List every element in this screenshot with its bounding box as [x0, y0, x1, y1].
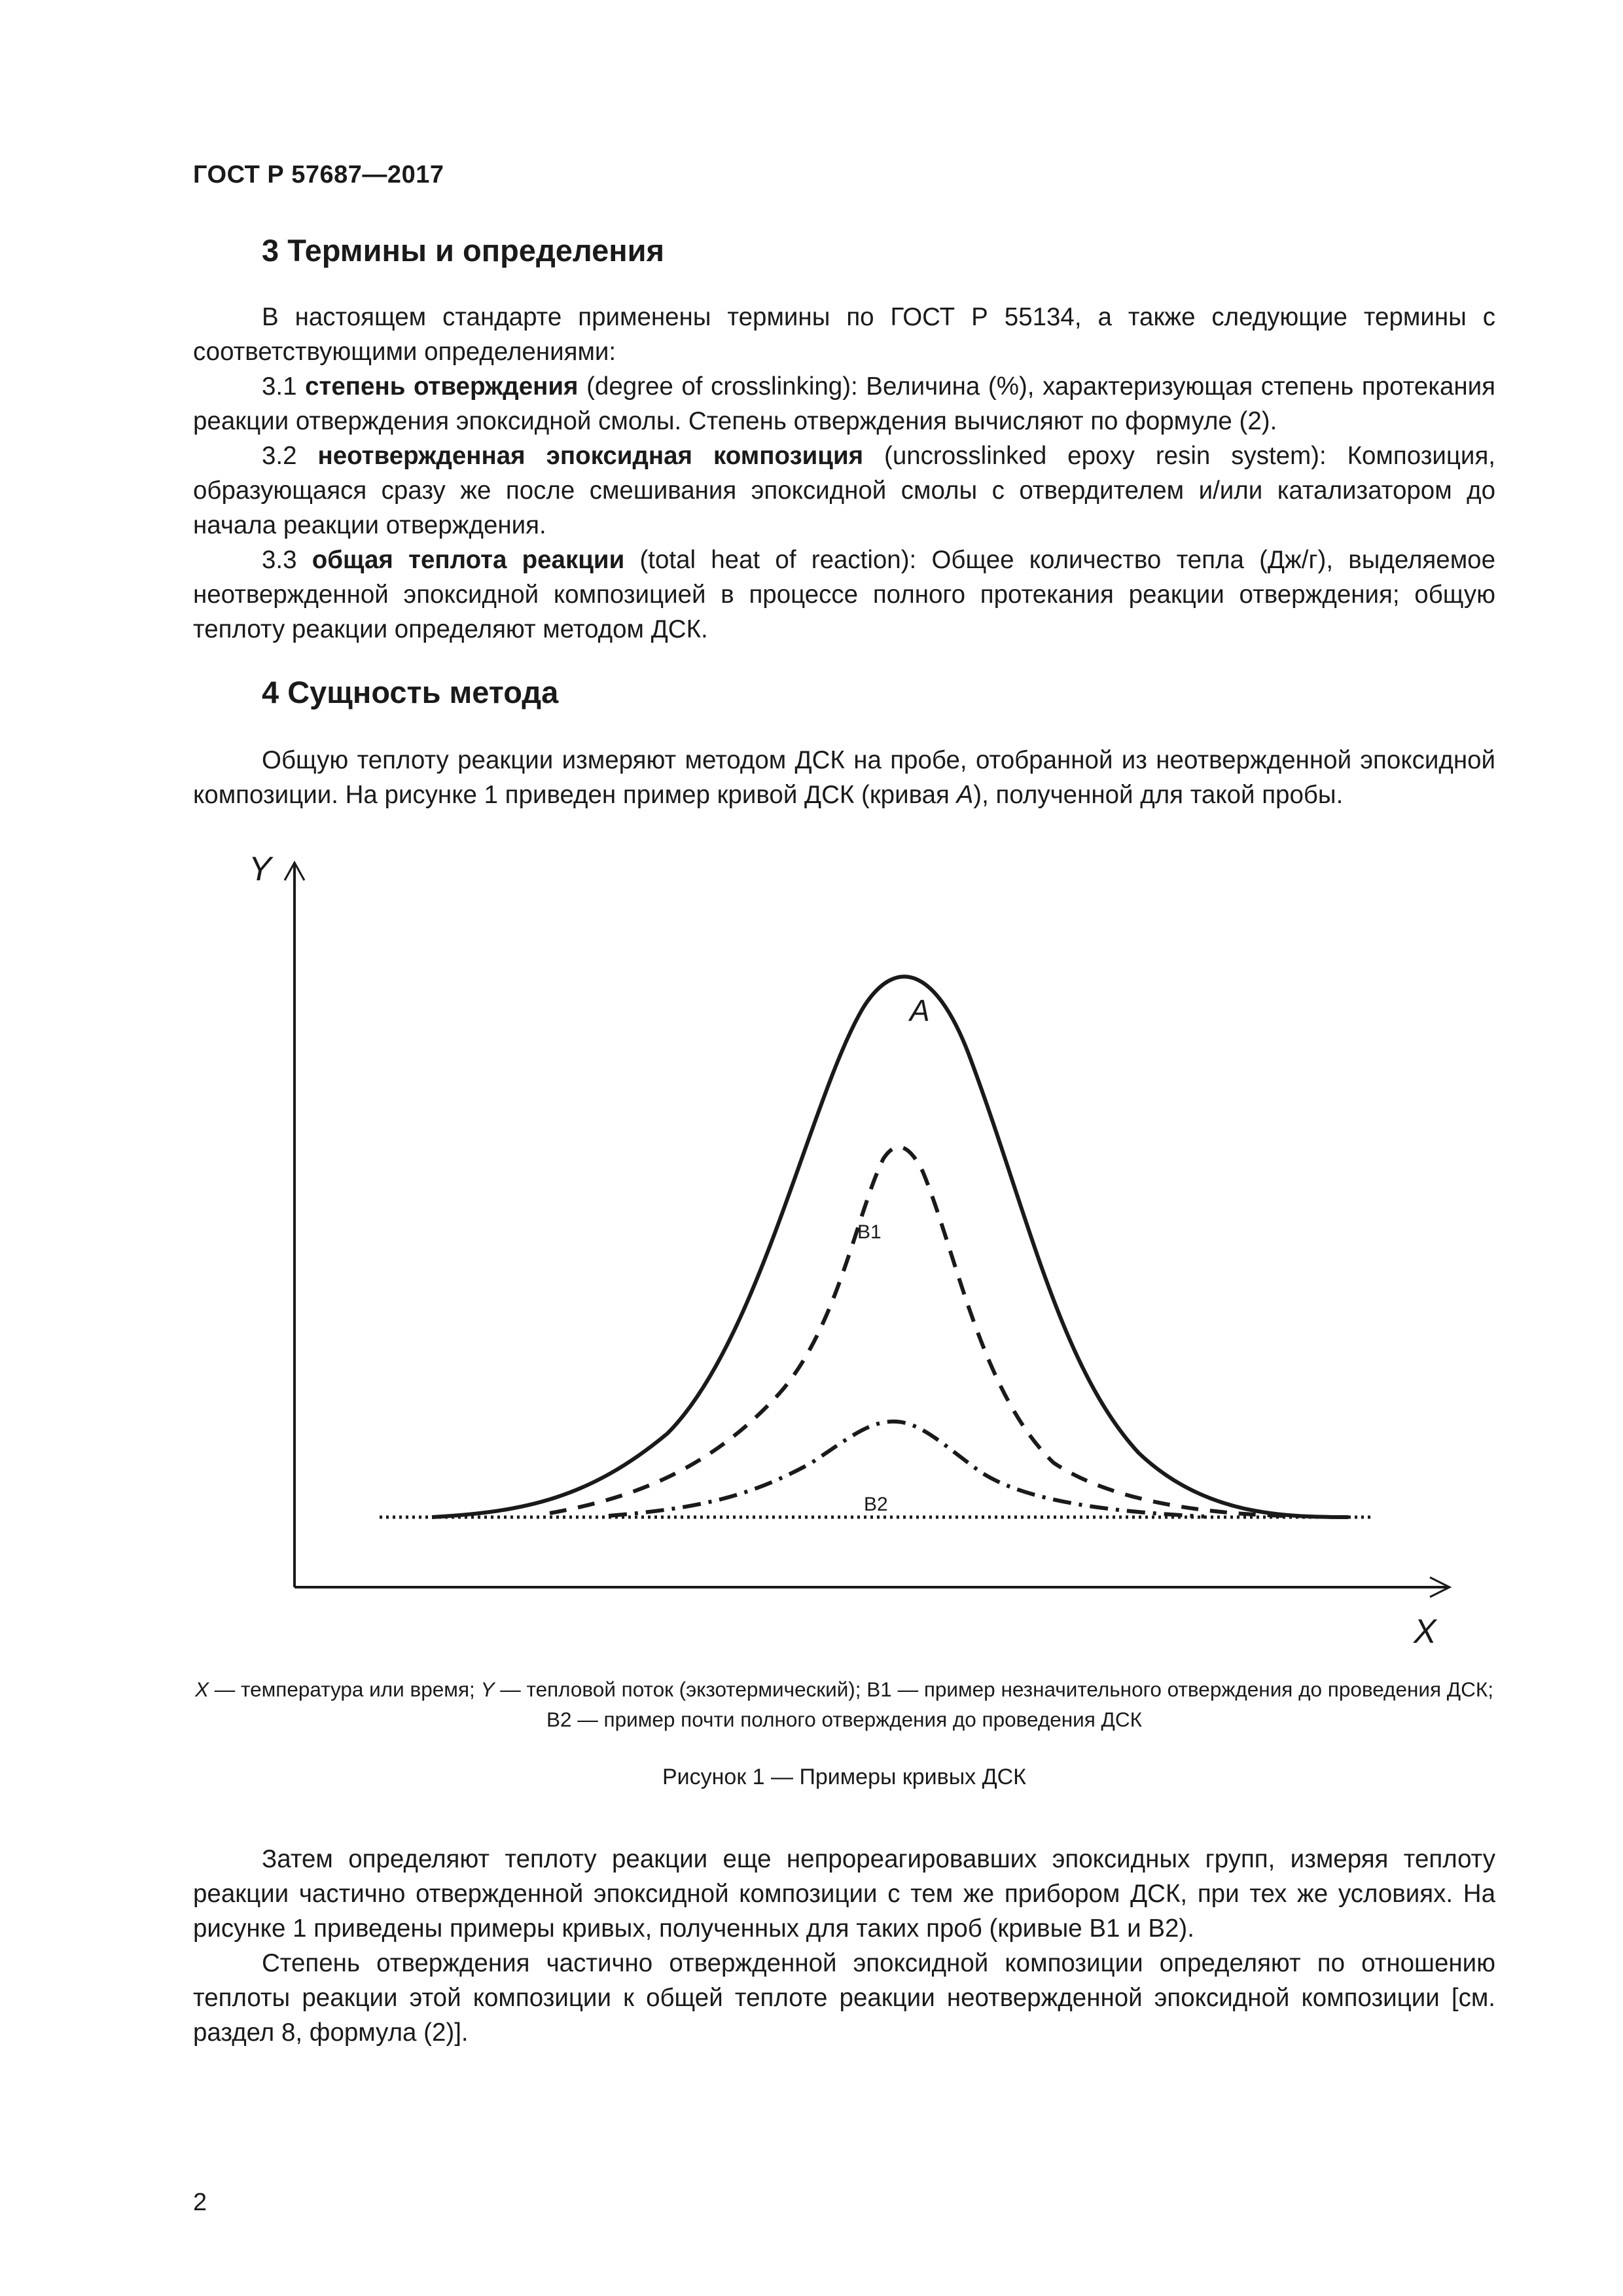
- section-4-title: 4 Сущность метода: [262, 675, 559, 709]
- section-3-intro: В настоящем стандарте применены термины по ГОСТ Р 55134, а также следующие термины с соответствующими определениями:: [193, 303, 1495, 366]
- curve-b2: [609, 1422, 1204, 1516]
- section-3-title: 3 Термины и определения: [262, 233, 664, 268]
- section-4-para: Общую теплоту реакции измеряют методом ДСК на пробе, отобранной из неотвержденной эпоксидной композиции. На рисунке 1 приведен пример кривой ДСК (кривая А), полученной для такой пробы.: [193, 746, 1495, 809]
- curve-b2-label: B2: [864, 1494, 888, 1515]
- curve-b1: [550, 1147, 1283, 1516]
- x-axis-label: X: [1414, 1613, 1436, 1651]
- curve-a: [432, 977, 1348, 1517]
- curve-a-label: A: [910, 994, 930, 1028]
- figure-legend: X — температура или время; Y — тепловой поток (экзотермический); B1 — пример незначительного отверждения до проведения ДСК; B2 — пример почти полного отверждения до проведения ДСК: [195, 1677, 1493, 1731]
- term-3-2: 3.2 неотвержденная эпоксидная композиция (uncrosslinked epoxy resin system): Композиция, образующаяся сразу же после смешивания эпоксидной смолы с отвердителем и/или катализатором до начала реакции отверждения.: [193, 442, 1495, 539]
- term-3-3-name: общая теплота реакции: [312, 546, 625, 574]
- curve-b1-label: B1: [857, 1221, 882, 1243]
- term-3-3: 3.3 общая теплота реакции (total heat of reaction): Общее количество тепла (Дж/г), выделяемое неотвержденной эпоксидной композицией в процессе полного протекания реакции отверждения; общую теплоту реакции определяют методом ДСК.: [193, 546, 1495, 643]
- term-3-1: 3.1 степень отверждения (degree of crosslinking): Величина (%), характеризующая степень протекания реакции отверждения эпоксидной смолы. Степень отверждения вычисляют по формуле (2).: [193, 372, 1495, 435]
- after-para-1: Затем определяют теплоту реакции еще непрореагировавших эпоксидных групп, измеряя теплоту реакции частично отвержденной эпоксидной композиции с тем же прибором ДСК, при тех же условиях. На рисунке 1 приведены примеры кривых, полученных для таких проб (кривые В1 и В2).: [193, 1845, 1495, 1943]
- after-figure-body: [193, 1842, 1495, 2050]
- page-number: 2: [193, 2189, 207, 2216]
- document-header: ГОСТ Р 57687—2017: [193, 161, 444, 188]
- figure-title: Рисунок 1 — Примеры кривых ДСК: [662, 1765, 1026, 1789]
- after-para-2: Степень отверждения частично отвержденной эпоксидной композиции определяют по отношению теплоты реакции этой композиции к общей теплоте реакции неотвержденной эпоксидной композиции [см. раздел 8, формула (2)].: [193, 1949, 1495, 2047]
- dsc-curves-figure: [183, 844, 1466, 1669]
- term-3-1-name: степень отверждения: [305, 372, 579, 401]
- term-3-2-name: неотвержденная эпоксидная композиция: [317, 442, 864, 470]
- y-axis-label: Y: [249, 850, 272, 888]
- section-3-body: [193, 300, 1495, 647]
- section-4-body: [193, 743, 1495, 812]
